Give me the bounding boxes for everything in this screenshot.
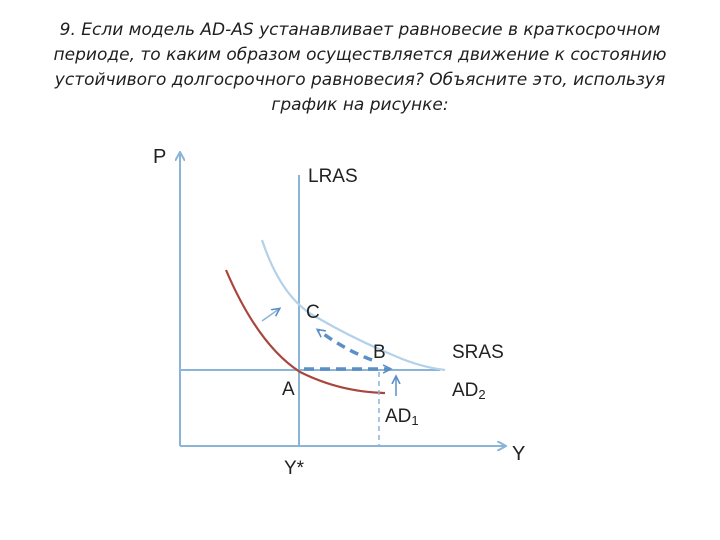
point-a-label: A [282, 379, 295, 400]
ad1-label-main: AD [385, 406, 412, 427]
question-line-4: график на рисунке: [271, 95, 449, 115]
question-line-2: периоде, то каким образом осуществляется движение к состоянию [53, 45, 667, 65]
ad2-label [452, 380, 486, 402]
point-b-label: B [373, 342, 386, 363]
ad1-curve [226, 270, 385, 393]
ad1-label-sub: 1 [411, 413, 419, 428]
y-axis-label: Y [512, 443, 526, 465]
ad2-label-main: AD [452, 380, 479, 401]
ad1-label [385, 406, 419, 428]
point-c-label: C [306, 302, 320, 323]
arrow-b-to-c [318, 330, 372, 360]
sras-label: SRAS [452, 342, 504, 363]
y-star-label: Y* [284, 458, 305, 479]
arrow-near-c [262, 309, 279, 321]
question-line-3: устойчивого долгосрочного равновесия? Объясните это, используя [54, 70, 666, 90]
lras-label: LRAS [308, 166, 358, 187]
question-line-1: 9. Если модель AD-AS устанавливает равновесие в краткосрочном [59, 20, 661, 40]
p-axis-label: P [153, 146, 167, 168]
ad2-label-sub: 2 [478, 387, 486, 402]
